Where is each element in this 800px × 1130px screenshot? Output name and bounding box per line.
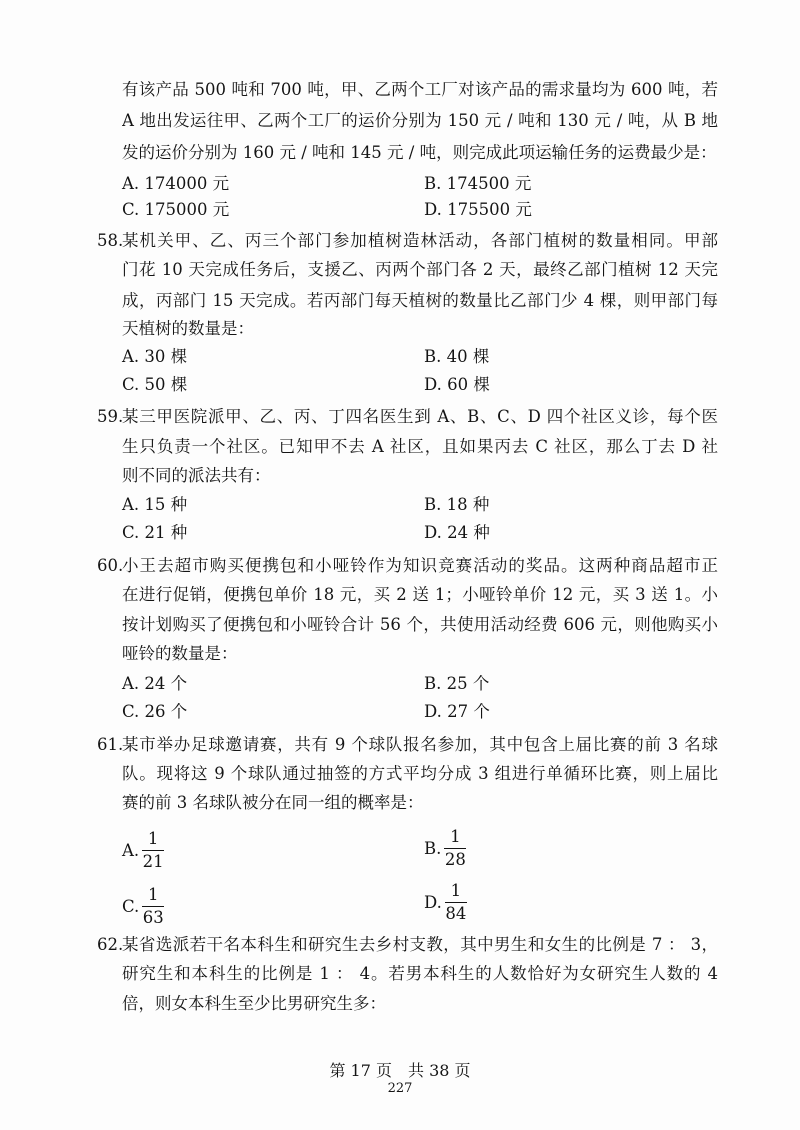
answer-option-a: A. 174000 元 xyxy=(122,174,230,193)
fraction xyxy=(445,880,467,925)
answer-option-d xyxy=(424,876,467,928)
answer-option-c: C. 21 种 xyxy=(122,523,188,542)
fraction-denominator: 84 xyxy=(445,903,467,923)
question-text-line: 按计划购买了便携包和小哑铃合计 56 个，共使用活动经费 606 元，则他购买小 xyxy=(122,615,718,634)
option-label: B. xyxy=(424,838,442,858)
question-text-line: 某省选派若干名本科生和研究生去乡村支教，其中男生和女生的比例是 7 ： 3， xyxy=(122,935,718,954)
answer-option-c: C. 50 棵 xyxy=(122,375,188,394)
question-text-line: 天植树的数量是： xyxy=(122,319,254,338)
question-text-line: 某机关甲、乙、丙三个部门参加植树造林活动，各部门植树的数量相同。甲部 xyxy=(122,231,718,250)
answer-option-b: B. 25 个 xyxy=(424,674,490,693)
answer-option-d: D. 60 棵 xyxy=(424,375,490,394)
fraction-numerator: 1 xyxy=(148,884,159,904)
answer-option-b xyxy=(424,822,466,874)
answer-option-b: B. 40 棵 xyxy=(424,347,490,366)
question-text-line: 队。现将这 9 个球队通过抽签的方式平均分成 3 组进行单循环比赛，则上届比 xyxy=(122,764,718,783)
question-text-line: A 地出发运往甲、乙两个工厂的运价分别为 150 元 / 吨和 130 元 / 吨，从 B 地 xyxy=(122,111,718,130)
fraction-denominator: 28 xyxy=(444,849,466,869)
question-text-line: 赛的前 3 名球队被分在同一组的概率是： xyxy=(122,793,424,812)
fraction xyxy=(142,884,164,929)
answer-option-c: C. 26 个 xyxy=(122,702,188,721)
fraction xyxy=(142,828,164,873)
fraction-numerator: 1 xyxy=(450,826,461,846)
answer-option-b: B. 18 种 xyxy=(424,495,490,514)
answer-option-d: D. 24 种 xyxy=(424,523,490,542)
answer-option-a: A. 24 个 xyxy=(122,674,188,693)
answer-option-a xyxy=(122,824,164,876)
question-text-line: 某市举办足球邀请赛，共有 9 个球队报名参加，其中包含上届比赛的前 3 名球 xyxy=(122,735,718,754)
answer-option-c xyxy=(122,880,164,932)
fraction-denominator: 21 xyxy=(142,851,164,871)
question-number: 61. xyxy=(97,735,124,754)
question-text-line: 有该产品 500 吨和 700 吨，甲、乙两个工厂对该产品的需求量均为 600 吨，若 xyxy=(122,80,718,99)
option-label: D. xyxy=(424,892,442,912)
fraction-numerator: 1 xyxy=(147,828,159,848)
option-label: A. xyxy=(122,840,140,860)
question-text-line: 研究生和本科生的比例是 1 ： 4。若男本科生的人数恰好为女研究生人数的 4 xyxy=(122,964,718,983)
question-text-line: 成，丙部门 15 天完成。若丙部门每天植树的数量比乙部门少 4 棵，则甲部门每 xyxy=(122,291,718,310)
answer-option-c: C. 175000 元 xyxy=(122,200,230,219)
question-number: 58. xyxy=(97,231,124,250)
answer-option-b: B. 174500 元 xyxy=(424,174,532,193)
fraction xyxy=(444,826,466,871)
question-text-line: 门花 10 天完成任务后，支援乙、丙两个部门各 2 天，最终乙部门植树 12 天完 xyxy=(122,260,718,279)
question-text-line: 哑铃的数量是： xyxy=(122,644,238,663)
question-text-line: 生只负责一个社区。已知甲不去 A 社区，且如果丙去 C 社区，那么丁去 D 社 xyxy=(122,437,718,456)
option-label: C. xyxy=(122,896,140,916)
question-text-line: 小王去超市购买便携包和小哑铃作为知识竞赛活动的奖品。这两种商品超市正 xyxy=(122,556,718,575)
sheet-number: 227 xyxy=(387,1081,413,1096)
answer-option-d: D. 27 个 xyxy=(424,702,490,721)
question-number: 62. xyxy=(97,935,124,954)
fraction-numerator: 1 xyxy=(450,880,462,900)
question-number: 60. xyxy=(97,556,124,575)
page-indicator: 第 17 页 共 38 页 xyxy=(329,1061,471,1080)
question-text-line: 发的运价分别为 160 元 / 吨和 145 元 / 吨，则完成此项运输任务的运费最少是： xyxy=(122,143,717,162)
question-text-line: 某三甲医院派甲、乙、丙、丁四名医生到 A、B、C、D 四个社区义诊，每个医 xyxy=(122,407,718,426)
answer-option-d: D. 175500 元 xyxy=(424,200,532,219)
fraction-denominator: 63 xyxy=(142,907,164,927)
question-text-line: 则不同的派法共有： xyxy=(122,466,271,485)
question-text-line: 在进行促销，便携包单价 18 元，买 2 送 1；小哑铃单价 12 元，买 3 送 1。小 xyxy=(122,585,718,604)
answer-option-a: A. 30 棵 xyxy=(122,347,188,366)
question-text-line: 倍，则女本科生至少比男研究生多： xyxy=(122,994,386,1013)
question-number: 59. xyxy=(97,407,124,426)
answer-option-a: A. 15 种 xyxy=(122,495,188,514)
